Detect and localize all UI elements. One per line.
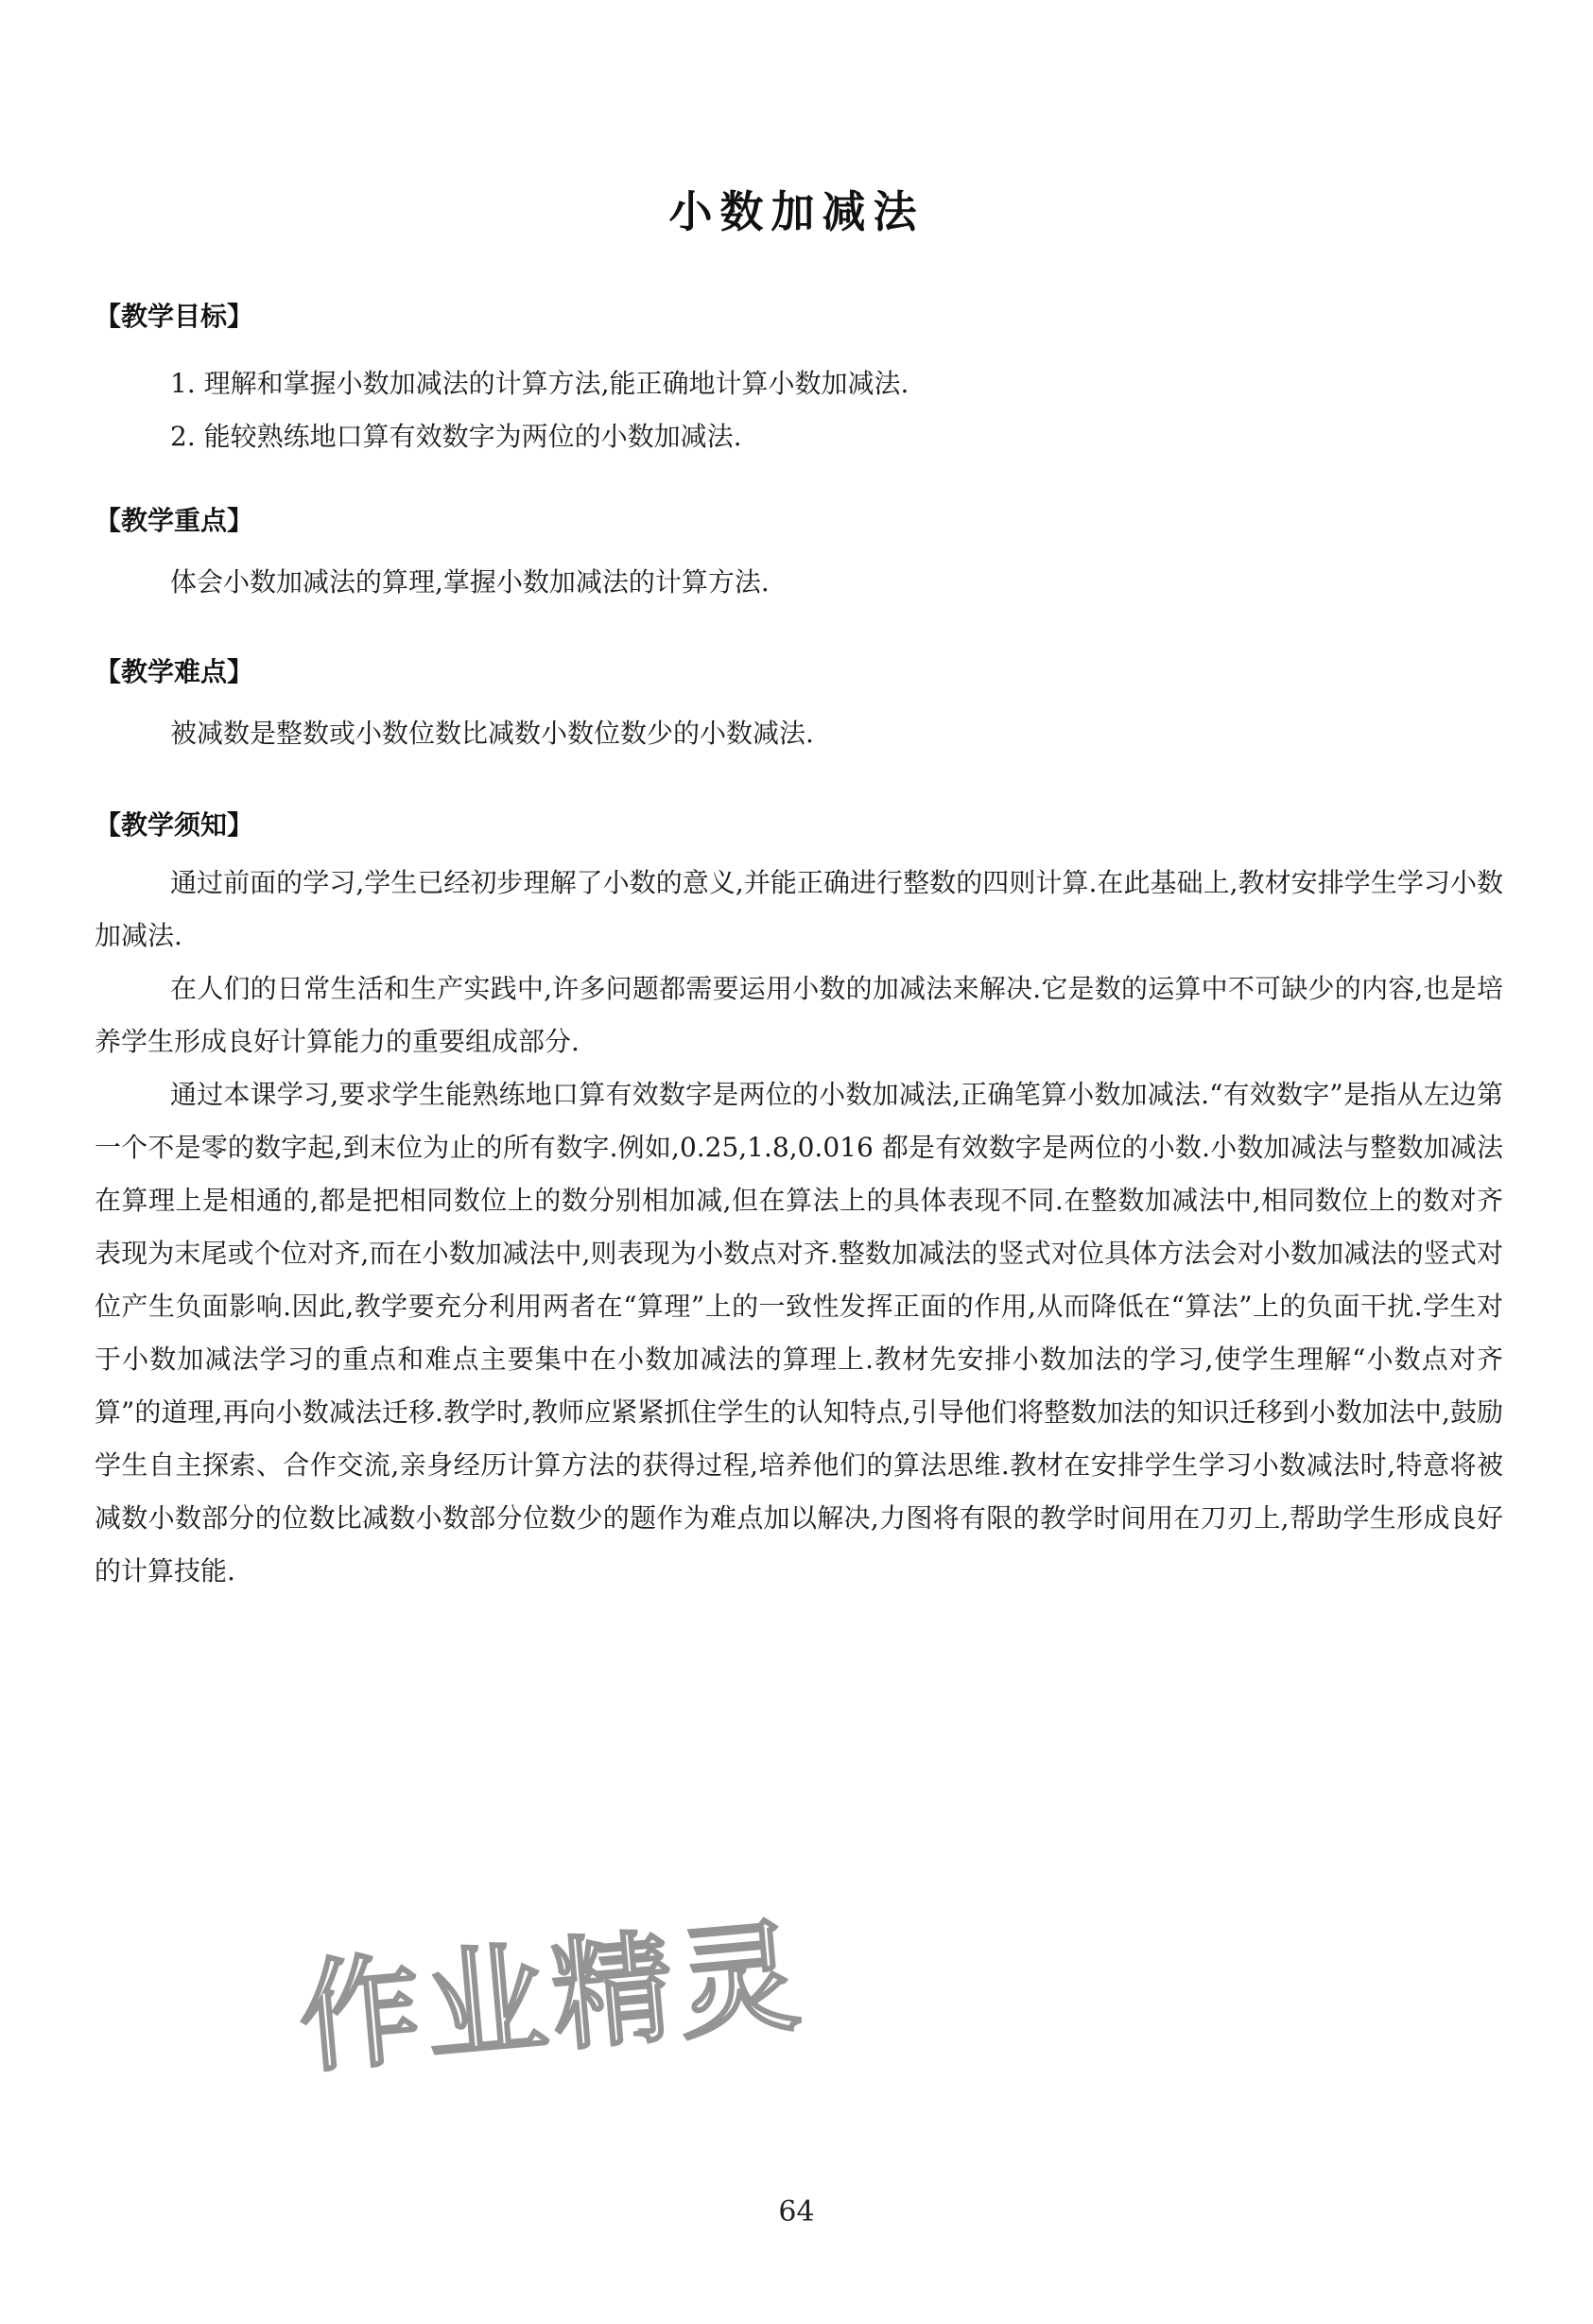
section-difficulties	[95, 650, 1513, 760]
notes-paragraph: 通过本课学习,要求学生能熟练地口算有效数字是两位的小数加减法,正确笔算小数加减法.“有效数字”是指从左边第一个不是零的数字起,到末位为止的所有数字.例如,0.25,1.8,0.016 都是有效数字是两位的小数.小数加减法与整数加减法在算理上是相通的,都是把相同数位上的数分别相加减,但在算法上的具体表现不同.在整数加减法中,相同数位上的数对齐表现为末尾或个位对齐,而在小数加减法中,则表现为小数点对齐.整数加减法的竖式对位具体方法会对小数加减法的竖式对位产生负面影响.因此,教学要充分利用两者在“算理”上的一致性发挥正面的作用,从而降低在“算法”上的负面干扰.学生对于小数加减法学习的重点和难点主要集中在小数加减法的算理上.教材先安排小数加法的学习,使学生理解“小数点对齐算”的道理,再向小数减法迁移.教学时,教师应紧紧抓住学生的认知特点,引导他们将整数加法的知识迁移到小数加法中,鼓励学生自主探索、合作交流,亲身经历计算方法的获得过程,培养他们的算法思维.教材在安排学生学习小数减法时,特意将被减数小数部分的位数比减数小数部分位数少的题作为难点加以解决,力图将有限的教学时间用在刀刃上,帮助学生形成良好的计算技能.	[95, 1079, 1503, 1587]
notes-paragraph: 在人们的日常生活和生产实践中,许多问题都需要运用小数的加减法来解决.它是数的运算中不可缺少的内容,也是培养学生形成良好计算能力的重要组成部分.	[95, 973, 1503, 1057]
section-heading: 【教学重点】	[95, 505, 254, 536]
page-number: 64	[778, 2195, 815, 2229]
section-teaching-goals	[95, 295, 1513, 463]
section-heading: 【教学须知】	[95, 809, 254, 841]
section-text: 体会小数加减法的算理,掌握小数加减法的计算方法.	[170, 566, 770, 598]
page-title: 小数加减法	[668, 186, 925, 237]
watermark-logo: 作业精灵	[293, 1905, 811, 2091]
section-heading: 【教学目标】	[95, 301, 254, 332]
notes-paragraph: 通过前面的学习,学生已经初步理解了小数的意义,并能正确进行整数的四则计算.在此基础上,教材安排学生学习小数加减法.	[95, 867, 1503, 951]
section-text: 被减数是整数或小数位数比减数小数位数少的小数减法.	[170, 718, 814, 749]
section-key-points	[95, 499, 1513, 609]
goal-item: 1. 理解和掌握小数加减法的计算方法,能正确地计算小数加减法.	[170, 368, 909, 399]
goal-item: 2. 能较熟练地口算有效数字为两位的小数加减法.	[170, 421, 742, 452]
section-heading: 【教学难点】	[95, 656, 254, 687]
section-teaching-notes	[95, 804, 1513, 1598]
